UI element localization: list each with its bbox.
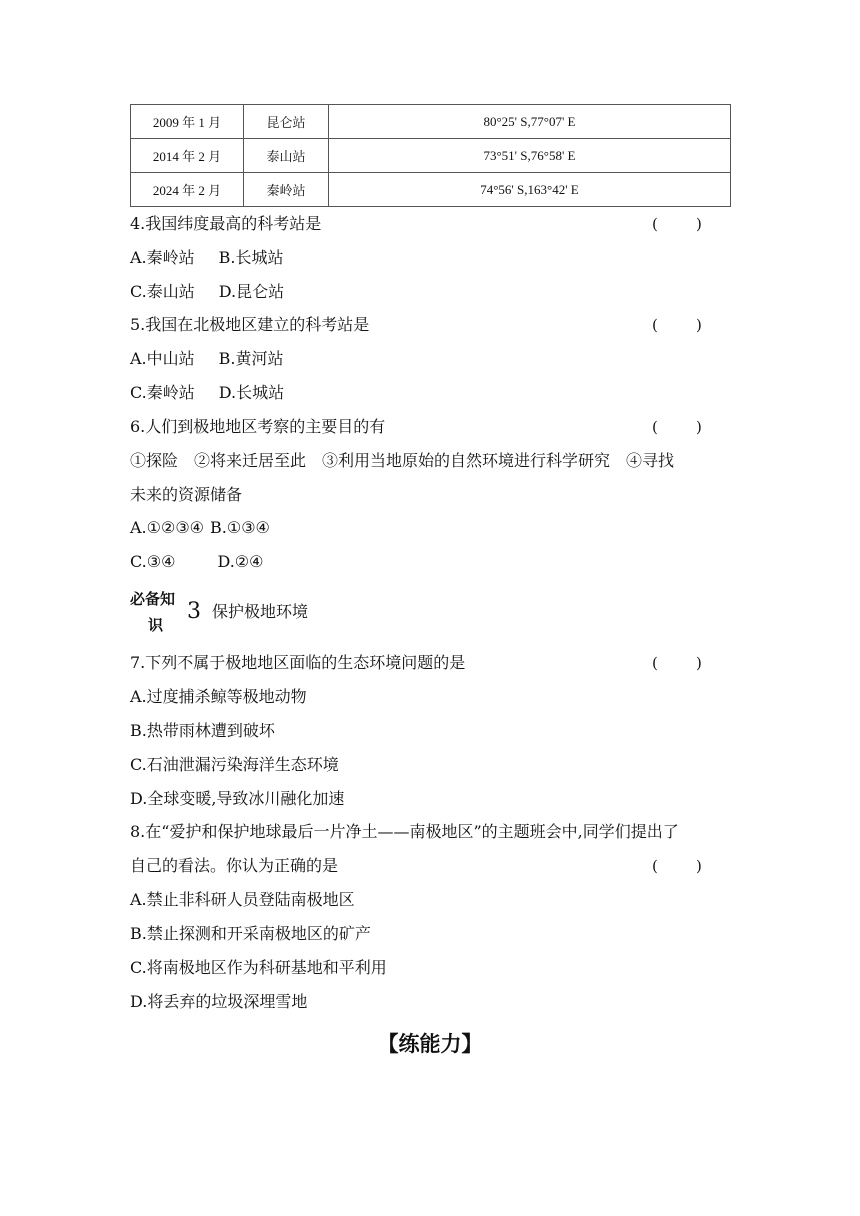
q5-option-c: C.秦岭站 <box>130 383 195 402</box>
q6-option-c: C.③④ <box>130 552 176 571</box>
q7-option-b: B.热带雨林遭到破坏 <box>130 721 275 740</box>
q5-option-b: B.黄河站 <box>218 349 284 368</box>
table-cell-station: 秦岭站 <box>244 173 329 207</box>
table-cell-station: 泰山站 <box>244 139 329 173</box>
q8-option-d: D.将丢弃的垃圾深埋雪地 <box>130 992 308 1011</box>
q4-options-row1 <box>130 248 284 268</box>
table-row <box>131 105 731 139</box>
q8-answer-blank: ( ) <box>652 857 702 875</box>
q6-answer-blank: ( ) <box>652 418 702 436</box>
table-row <box>131 173 731 207</box>
q5-option-a: A.中山站 <box>130 349 195 368</box>
q8-option-a: A.禁止非科研人员登陆南极地区 <box>130 890 355 909</box>
q7-option-d: D.全球变暖,导致冰川融化加速 <box>130 789 345 808</box>
q6-options-row1 <box>130 518 270 538</box>
q6-option-a: A.①②③④ <box>130 518 205 537</box>
station-table <box>130 104 731 207</box>
q4-option-a: A.秦岭站 <box>130 248 195 267</box>
q7-answer-blank: ( ) <box>652 654 702 672</box>
q8-option-b: B.禁止探测和开采南极地区的矿产 <box>130 924 371 943</box>
q7-option-c: C.石油泄漏污染海洋生态环境 <box>130 755 339 774</box>
q6-option-b: B.①③④ <box>210 518 270 537</box>
table-cell-coords: 74°56' S,163°42' E <box>329 173 731 207</box>
q5-option-d: D.长城站 <box>218 383 285 402</box>
q4-answer-blank: ( ) <box>652 215 702 233</box>
q4-option-d: D.昆仑站 <box>218 282 285 301</box>
q8-stem-line2: 自己的看法。你认为正确的是 <box>130 856 339 875</box>
section-number: 3 <box>187 599 201 624</box>
q8-stem-line1: 8.在“爱护和保护地球最后一片净土——南极地区”的主题班会中,同学们提出了 <box>130 822 679 841</box>
q6-stem: 6.人们到极地地区考察的主要目的有 <box>130 417 386 436</box>
section-label-line2: 识 <box>148 616 164 634</box>
q4-option-c: C.泰山站 <box>130 282 195 301</box>
q8-option-c: C.将南极地区作为科研基地和平利用 <box>130 958 387 977</box>
q5-stem: 5.我国在北极地区建立的科考站是 <box>130 315 370 334</box>
table-row <box>131 139 731 173</box>
q4-options-row2 <box>130 282 284 302</box>
table-cell-station: 昆仑站 <box>244 105 329 139</box>
q6-choices-line1: ①探险 ②将来迁居至此 ③利用当地原始的自然环境进行科学研究 ④寻找 <box>130 451 675 470</box>
practice-heading: 【练能力】 <box>377 1032 483 1056</box>
q5-answer-blank: ( ) <box>652 316 702 334</box>
q6-options-row2 <box>130 552 263 572</box>
q5-options-row2 <box>130 383 284 403</box>
table-cell-date: 2014 年 2 月 <box>131 139 244 173</box>
q7-option-a: A.过度捕杀鲸等极地动物 <box>130 687 307 706</box>
q4-stem: 4.我国纬度最高的科考站是 <box>130 214 322 233</box>
q7-stem: 7.下列不属于极地地区面临的生态环境问题的是 <box>130 653 466 672</box>
section-label-line1: 必备知 <box>130 590 176 608</box>
q5-options-row1 <box>130 349 284 369</box>
table-cell-date: 2009 年 1 月 <box>131 105 244 139</box>
table-cell-coords: 80°25' S,77°07' E <box>329 105 731 139</box>
table-cell-date: 2024 年 2 月 <box>131 173 244 207</box>
section-title: 保护极地环境 <box>212 602 309 621</box>
section-label <box>130 586 186 638</box>
q6-option-d: D.②④ <box>217 552 264 571</box>
table-cell-coords: 73°51' S,76°58' E <box>329 139 731 173</box>
q6-choices-line2: 未来的资源储备 <box>130 485 243 504</box>
q4-option-b: B.长城站 <box>218 248 284 267</box>
